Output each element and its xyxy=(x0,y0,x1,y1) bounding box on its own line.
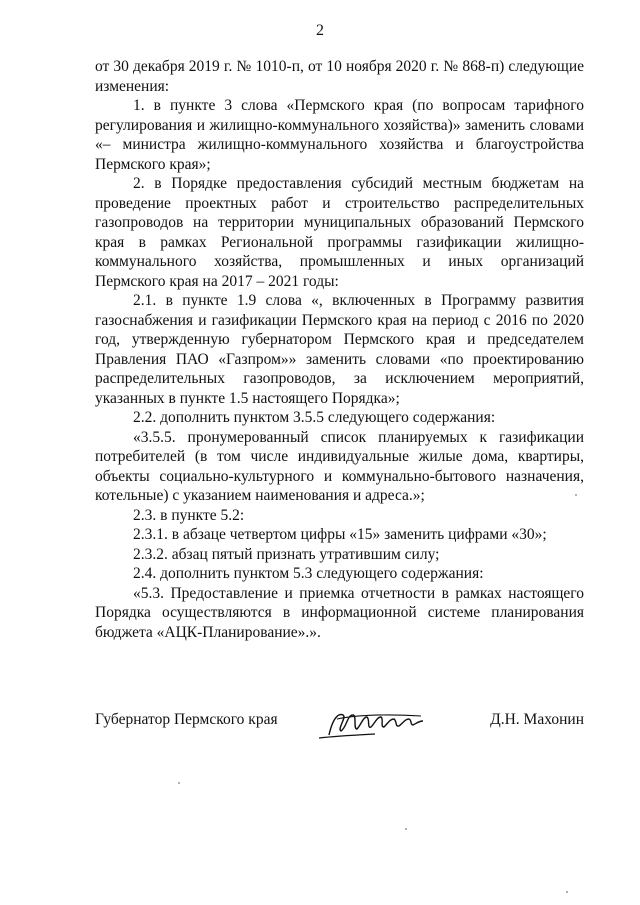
page-number: 2 xyxy=(316,22,324,39)
scan-speck xyxy=(575,494,577,496)
handwritten-signature xyxy=(317,705,429,745)
signatory-name: Д.Н. Махонин xyxy=(490,711,584,728)
signature-block xyxy=(95,711,584,751)
scan-speck xyxy=(178,782,180,784)
paragraph: «5.3. Предоставление и приемка отчетности в рамках настоящего Порядка осуществляются в информационной системе планирования бюджета «АЦК-Планирование».». xyxy=(95,584,584,641)
paragraph: 2. в Порядке предоставления субсидий местным бюджетам на проведение проектных работ и строительство распределительных газопроводов на территории муниципальных образований Пермского края в рамках Региональной программы газификации жилищно-коммунального хозяйства, промышленных и иных организаций Пермского края на 2017 – 2021 годы: xyxy=(95,175,584,290)
paragraph: 2.3.1. в абзаце четвертом цифры «15» заменить цифрами «30»; xyxy=(133,526,547,543)
paragraph: от 30 декабря 2019 г. № 1010-п, от 10 ноября 2020 г. № 868-п) следующие изменения: xyxy=(95,58,584,95)
paragraph: 2.3.2. абзац пятый признать утратившим силу; xyxy=(133,545,440,563)
paragraph: 2.4. дополнить пунктом 5.3 следующего содержания: xyxy=(133,565,484,582)
document-body xyxy=(95,57,584,642)
paragraph: 1. в пункте 3 слова «Пермского края (по вопросам тарифного регулирования и жилищно-коммунального хозяйства)» заменить словами «– министра жилищно-коммунального хозяйства и благоустройства Пермского края»; xyxy=(95,97,584,173)
paragraph: 2.1. в пункте 1.9 слова «, включенных в Программу развития газоснабжения и газификации Пермского края на период с 2016 по 2020 год, утвержденную губернатором Пермского края и председателем Правления ПАО «Газпром»» заменить словами «по проектированию распределительных газопроводов, за исключением мероприятий, указанных в пункте 1.5 настоящего Порядка»; xyxy=(95,292,584,407)
paragraph: «3.5.5. пронумерованный список планируемых к газификации потребителей (в том числе индивидуальные жилые дома, квартиры, объекты социально-культурного и коммунально-бытового назначения, котельные) с указанием наименования и адреса.»; xyxy=(95,428,584,504)
scan-speck xyxy=(405,828,407,830)
paragraph: 2.3. в пункте 5.2: xyxy=(133,506,245,524)
paragraph: 2.2. дополнить пунктом 3.5.5 следующего содержания: xyxy=(133,409,496,426)
scan-speck xyxy=(566,891,568,893)
signatory-role: Губернатор Пермского края xyxy=(95,711,278,728)
